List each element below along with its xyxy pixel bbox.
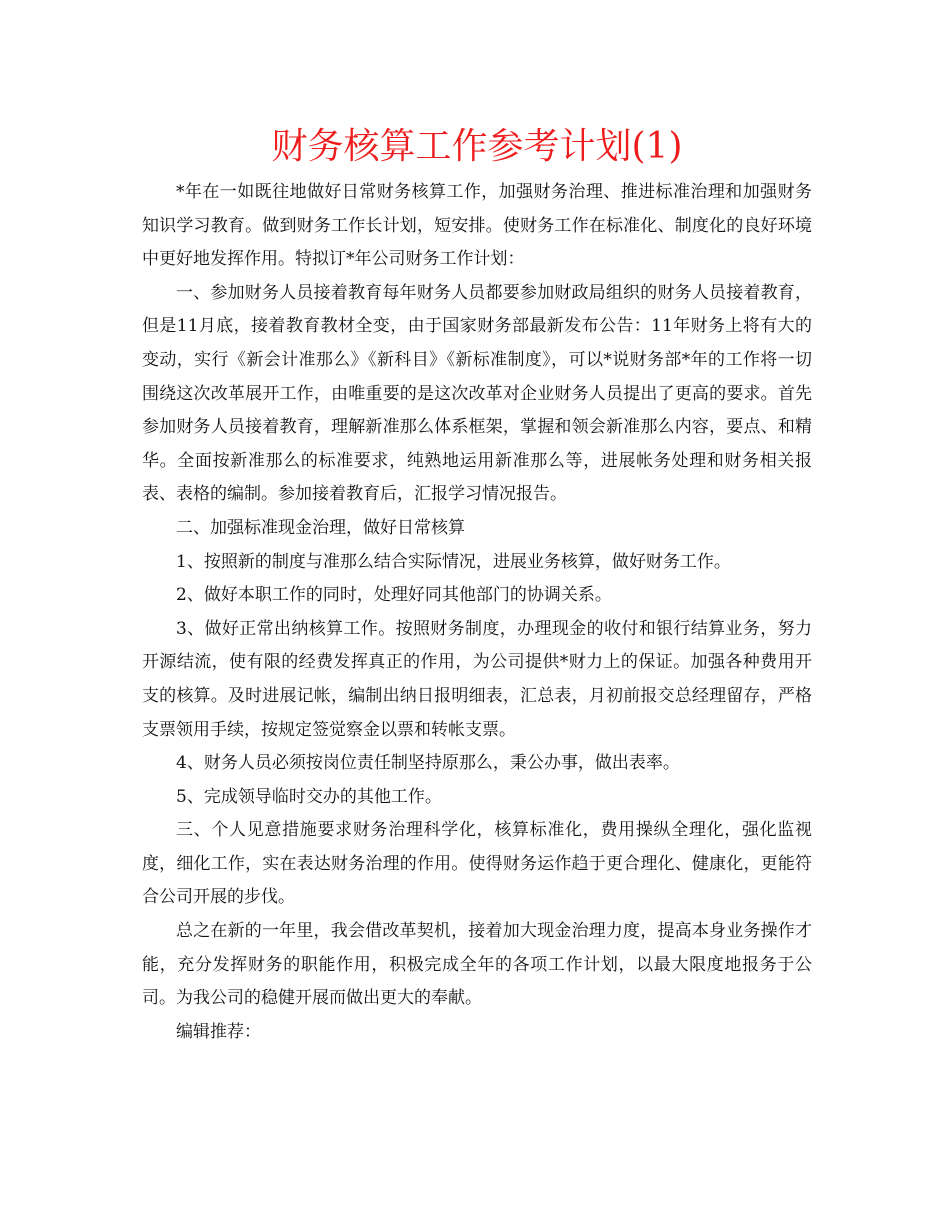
document-title: 财务核算工作参考计划(1) [271,126,683,167]
paragraph-section-3: 三、个人见意措施要求财务治理科学化，核算标准化，费用操纵全理化，强化监视度，细化工作，实在表达财务治理的作用。使得财务运作趋于更合理化、健康化，更能符合公司开展的步伐。 [142,820,812,908]
paragraph-item-1: 1、按照新的制度与准那么结合实际情况，进展业务核算，做好财务工作。 [176,551,731,572]
paragraph-conclusion: 总之在新的一年里，我会借改革契机，接着加大现金治理力度，提高本身业务操作才能，充分发挥财务的职能作用，积极完成全年的各项工作计划，以最大限度地报务于公司。为我公司的稳健开展而做出更大的奉献。 [142,921,812,1009]
document-body [142,176,812,1049]
paragraph-section-2-heading: 二、加强标准现金治理，做好日常核算 [176,517,465,538]
paragraph-item-4: 4、财务人员必须按岗位责任制坚持原那么，秉公办事，做出表率。 [176,753,680,774]
paragraph-section-1: 一、参加财务人员接着教育每年财务人员都要参加财政局组织的财务人员接着教育，但是11月底，接着教育教材全变，由于国家财务部最新发布公告：11年财务上将有大的变动，实行《新会计准那么》《新科目》《新标准制度》，可以*说财务部*年的工作将一切围绕这次改革展开工作，由唯重要的是这次改革对企业财务人员提出了更高的要求。首先参加财务人员接着教育，理解新准那么体系框架，掌握和领会新准那么内容，要点、和精华。全面按新准那么的标准要求，纯熟地运用新准那么等，进展帐务处理和财务相关报表、表格的编制。参加接着教育后，汇报学习情况报告。 [142,282,812,505]
paragraph-item-2: 2、做好本职工作的同时，处理好同其他部门的协调关系。 [176,585,612,606]
paragraph-item-3: 3、做好正常出纳核算工作。按照财务制度，办理现金的收付和银行结算业务，努力开源结流，使有限的经费发挥真正的作用，为公司提供*财力上的保证。加强各种费用开支的核算。及时进展记帐，编制出纳日报明细表，汇总表，月初前报交总经理留存，严格支票领用手续，按规定签觉察金以票和转帐支票。 [142,618,812,740]
paragraph-editor-recommendation: 编辑推荐： [176,1021,261,1042]
paragraph-intro: *年在一如既往地做好日常财务核算工作，加强财务治理、推进标准治理和加强财务知识学习教育。做到财务工作长计划，短安排。使财务工作在标准化、制度化的良好环境中更好地发挥作用。特拟订*年公司财务工作计划： [142,182,812,270]
paragraph-item-5: 5、完成领导临时交办的其他工作。 [176,786,442,807]
